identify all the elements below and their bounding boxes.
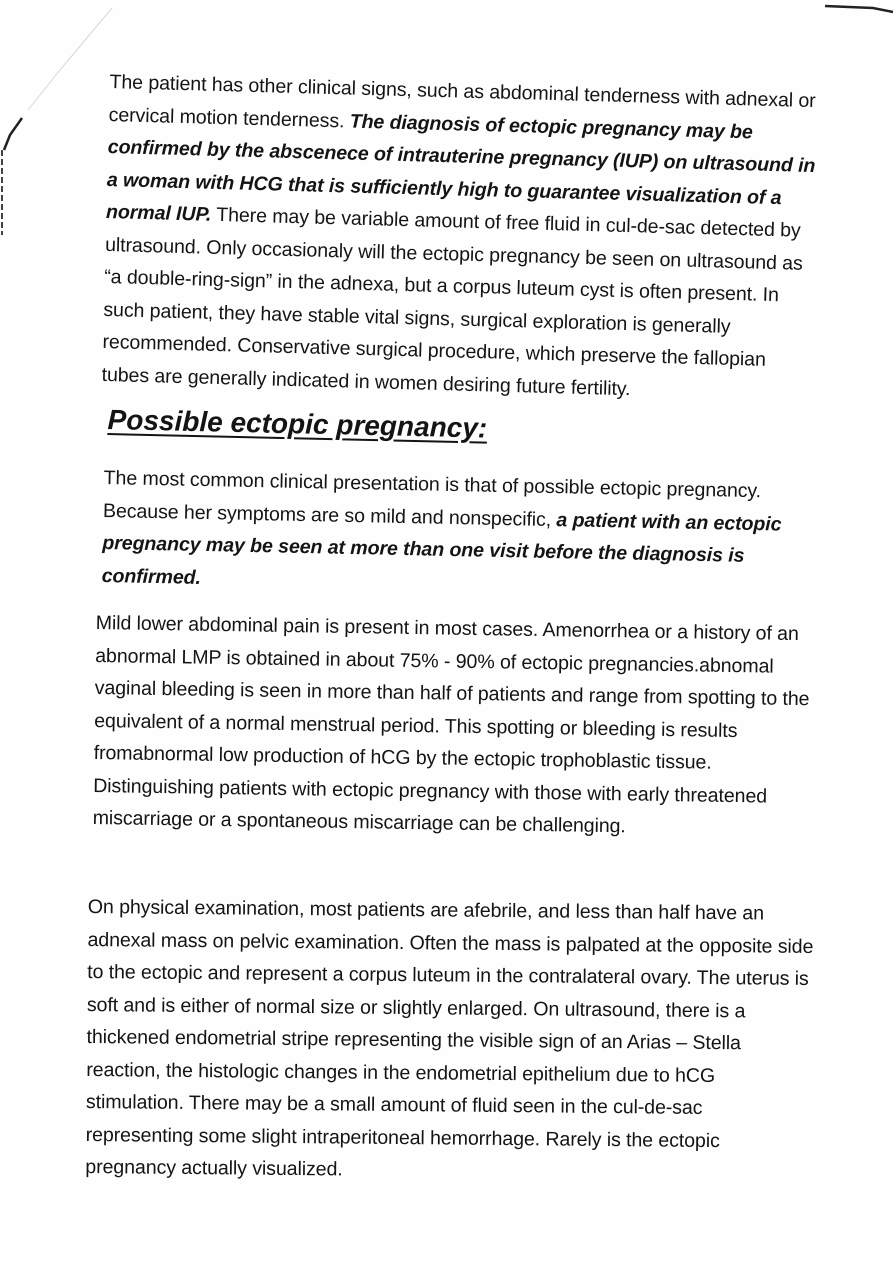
- paragraph-presentation: [101, 462, 813, 606]
- section-heading: Possible ectopic pregnancy:: [107, 404, 488, 444]
- paragraph-symptoms: Mild lower abdominal pain is present in most cases. Amenorrhea or a history of an abnormal LMP is obtained in about 75% - 90% of ectopic pregnancies.abnomal vaginal bleeding is seen in more than half of patients and range from spotting to the equivalent of a normal menstrual period. This spotting or bleeding is results fromabnormal low production of hCG by the ectopic trophoblastic tissue. Distinguishing patients with ectopic pregnancy with those with early threatened miscarriage or a spontaneous miscarriage can be challenging.: [92, 611, 810, 838]
- paragraph-presentation-emphasis: a patient with an ectopic pregnancy may be seen at more than one visit before the diagnosis is confirmed.: [101, 508, 782, 589]
- paragraph-diagnosis-text-1: The patient has other clinical signs, such as abdominal tenderness with adnexal or cervical motion tenderness.: [108, 70, 816, 133]
- paragraph-diagnosis-emphasis: The diagnosis of ectopic pregnancy may be confirmed by the abscenece of intrauterine pregnancy (IUP) on ultrasound in a woman with HCG that is sufficiently high to guarantee visualization of a normal IUP.: [105, 110, 816, 226]
- paragraph-examination: On physical examination, most patients are afebrile, and less than half have an adnexal mass on pelvic examination. Often the mass is palpated at the opposite side to the ectopic and represent a corpus luteum in the contralateral ovary. The uterus is soft and is either of normal size or slightly enlarged. On ultrasound, there is a thickened endometrial stripe representing the visible sign of an Arias – Stella reaction, the histologic changes in the endometrial epithelium due to hCG stimulation. There may be a small amount of fluid seen in the cul-de-sac representing some slight intraperitoneal hemorrhage. Rarely is the ectopic pregnancy actually visualized.: [85, 895, 814, 1181]
- paragraph-diagnosis: [101, 66, 820, 410]
- scan-corner-artifact: [823, 0, 893, 20]
- paragraph-presentation-text: The most common clinical presentation is that of possible ectopic pregnancy. Because her symptoms are so mild and nonspecific,: [102, 466, 762, 531]
- paragraph-diagnosis-text-2: There may be variable amount of free fluid in cul-de-sac detected by ultrasound. Only occasionaly will the ectopic pregnancy be seen on ultrasound as “a double-ring-sign” in the adnexa, but a corpus luteum cyst is often present. In such patient, they have stable vital signs, surgical exploration is generally recommended. Conservative surgical procedure, which preserve the fallopian tubes are generally indicated in women desiring future fertility.: [101, 203, 804, 400]
- scan-edge-artifact: [0, 0, 120, 250]
